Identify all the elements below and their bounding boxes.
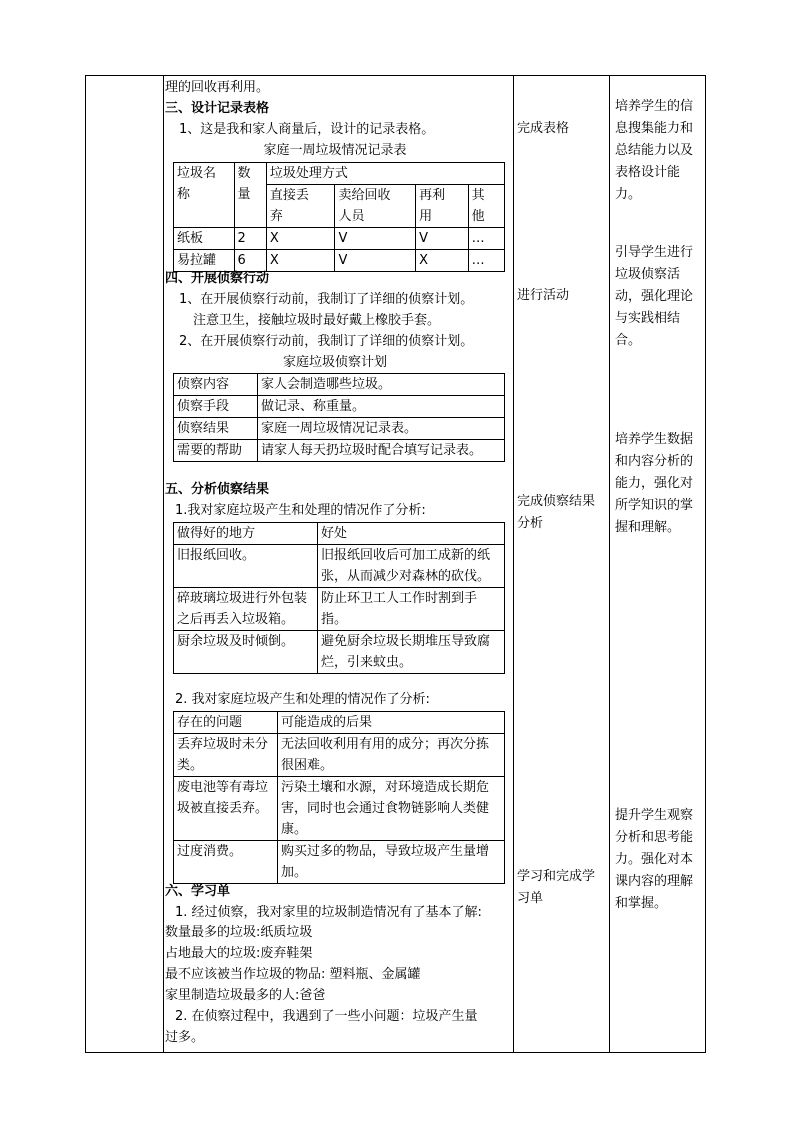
goal-2: 引导学生进行垃圾侦察活动，强化理论与实践相结合。 [615, 245, 694, 348]
section3-title: 三、设计记录表格 [165, 101, 270, 116]
cell: … [468, 250, 504, 272]
plan-table [173, 373, 505, 462]
header-reuse: 再利 用 [416, 185, 468, 228]
cell: 2 [234, 228, 266, 250]
section4-title: 四、开展侦察行动 [165, 271, 270, 286]
section6-line: 最不应该被当作垃圾的物品: 塑料瓶、金属罐 [165, 967, 421, 982]
cell: 过度消费。 [174, 841, 278, 884]
cell: X [266, 250, 335, 272]
cell: X [266, 228, 335, 250]
column-divider [609, 76, 610, 1052]
analysis-problem-table [173, 711, 505, 884]
section4-line: 注意卫生，接触垃圾时最好戴上橡胶手套。 [193, 313, 441, 328]
activity-1: 完成表格 [517, 121, 570, 136]
cell: 需要的帮助 [174, 440, 258, 462]
section6-title: 六、学习单 [165, 884, 231, 899]
column-divider [163, 76, 164, 1052]
goal-4: 提升学生观察分析和思考能力。强化对本课内容的理解和掌握。 [615, 808, 694, 911]
cell: V [416, 228, 468, 250]
table-row [174, 734, 505, 777]
header-sell: 卖给回收 人员 [335, 185, 416, 228]
cell: 家人会制造哪些垃圾。 [258, 374, 505, 396]
cell: 存在的问题 [174, 712, 278, 734]
cell: 纸板 [174, 228, 235, 250]
activity-2: 进行活动 [517, 288, 570, 303]
header-name: 垃圾名 称 [174, 163, 235, 228]
header-qty: 数 量 [234, 163, 266, 228]
goal-3: 培养学生数据和内容分析的能力，强化对所学知识的掌握和理解。 [615, 432, 694, 535]
table-row [174, 777, 505, 841]
table-row [174, 545, 505, 588]
section4-line: 1、在开展侦察行动前，我制订了详细的侦察计划。 [179, 292, 474, 307]
analysis-good-table [173, 522, 505, 674]
section4-line: 2、在开展侦察行动前，我制订了详细的侦察计划。 [179, 334, 474, 349]
section6-line: 1. 经过侦察，我对家里的垃圾制造情况有了基本了解: [175, 905, 482, 920]
cell: 可能造成的后果 [278, 712, 505, 734]
activity-4: 学习和完成学习单 [517, 869, 596, 906]
table-row [174, 588, 505, 631]
cell: 污染土壤和水源，对环境造成长期危害，同时也会通过食物链影响人类健康。 [278, 777, 505, 841]
section5-line: 2. 我对家庭垃圾产生和处理的情况作了分析: [175, 692, 430, 707]
cell: 做得好的地方 [174, 523, 318, 545]
cell: 无法回收利用有用的成分；再次分拣很困难。 [278, 734, 505, 777]
cell: 请家人每天扔垃圾时配合填写记录表。 [258, 440, 505, 462]
header-discard: 直接丢 弃 [266, 185, 335, 228]
table-row [174, 841, 505, 884]
table-row [174, 440, 505, 462]
cell: 侦察内容 [174, 374, 258, 396]
cell: 购买过多的物品，导致垃圾产生量增加。 [278, 841, 505, 884]
goal-1: 培养学生的信息搜集能力和总结能力以及表格设计能力。 [615, 99, 694, 202]
cell: V [335, 250, 416, 272]
section3-line: 1、这是我和家人商量后，设计的记录表格。 [179, 122, 435, 137]
table-row [174, 523, 505, 545]
cell: 厨余垃圾及时倾倒。 [174, 631, 318, 674]
table-row [174, 396, 505, 418]
header-other: 其 他 [468, 185, 504, 228]
section5-title: 五、分析侦察结果 [165, 482, 270, 497]
cell: 废电池等有毒垃圾被直接丢弃。 [174, 777, 278, 841]
table-row [174, 712, 505, 734]
activity-3: 完成侦察结果分析 [517, 494, 596, 531]
header-method: 垃圾处理方式 [266, 163, 504, 185]
cell: 易拉罐 [174, 250, 235, 272]
cell: 避免厨余垃圾长期堆压导致腐烂，引来蚊虫。 [318, 631, 505, 674]
cell: 6 [234, 250, 266, 272]
cell: 好处 [318, 523, 505, 545]
cell: V [335, 228, 416, 250]
section2-tail: 理的回收再利用。 [165, 80, 270, 95]
column-divider [513, 76, 514, 1052]
section6-line: 占地最大的垃圾:废弃鞋架 [165, 946, 313, 961]
section6-line: 家里制造垃圾最多的人:爸爸 [165, 988, 326, 1003]
cell: 旧报纸回收。 [174, 545, 318, 588]
table-row [174, 418, 505, 440]
lesson-table [85, 75, 706, 1053]
table-row [174, 374, 505, 396]
record-table [173, 162, 505, 272]
cell: 旧报纸回收后可加工成新的纸张，从而减少对森林的砍伐。 [318, 545, 505, 588]
cell: 家庭一周垃圾情况记录表。 [258, 418, 505, 440]
cell: 碎玻璃垃圾进行外包装之后再丢入垃圾箱。 [174, 588, 318, 631]
cell: 做记录、称重量。 [258, 396, 505, 418]
cell: 防止环卫工人工作时割到手指。 [318, 588, 505, 631]
cell: 侦察手段 [174, 396, 258, 418]
record-table-caption: 家庭一周垃圾情况记录表 [263, 143, 407, 158]
section6-line: 数量最多的垃圾:纸质垃圾 [165, 925, 313, 940]
cell: 侦察结果 [174, 418, 258, 440]
table-row [174, 631, 505, 674]
section6-line: 过多。 [165, 1030, 205, 1045]
section5-line: 1.我对家庭垃圾产生和处理的情况作了分析: [175, 503, 426, 518]
plan-table-caption: 家庭垃圾侦察计划 [282, 355, 387, 370]
cell: … [468, 228, 504, 250]
table-row [174, 228, 505, 250]
section6-line: 2. 在侦察过程中，我遇到了一些小问题：垃圾产生量 [175, 1009, 478, 1024]
cell: 丢弃垃圾时未分类。 [174, 734, 278, 777]
cell: X [416, 250, 468, 272]
